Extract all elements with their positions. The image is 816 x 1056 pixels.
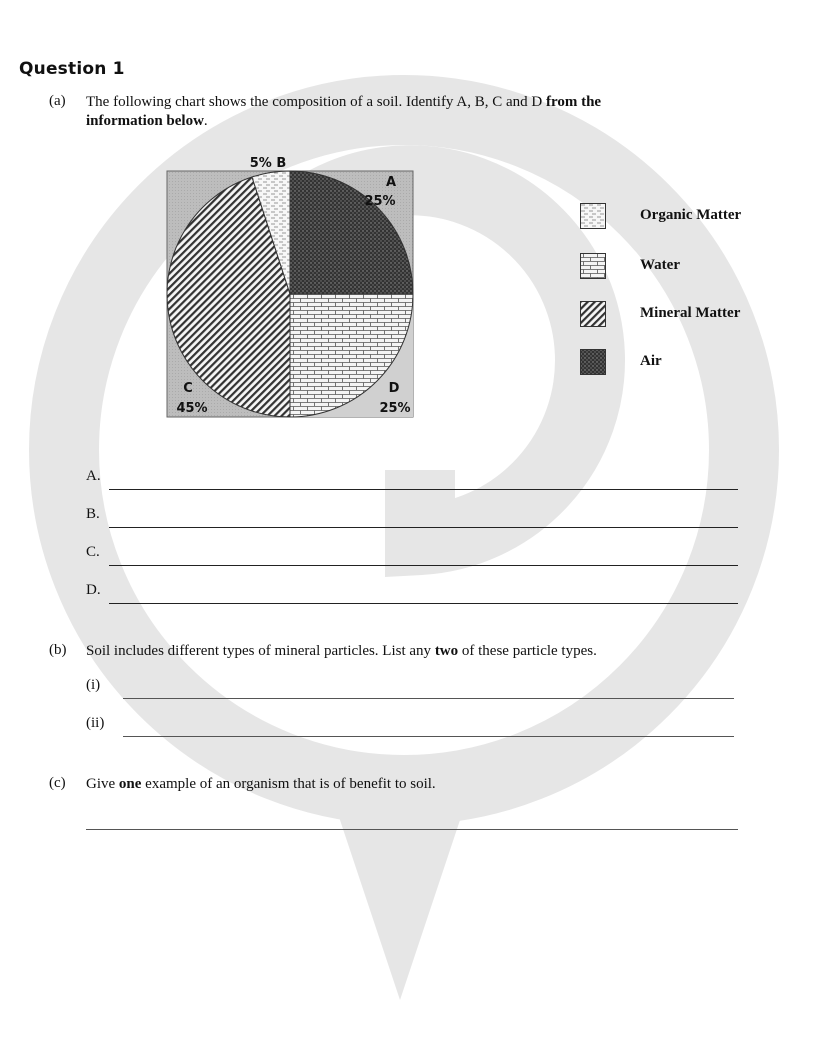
part-c-text-2: example of an organism that is of benefit to soil. <box>141 776 436 792</box>
pie-letter-d: D <box>388 381 400 396</box>
legend-item-mineral-matter <box>580 301 780 327</box>
answer-label-b-i: (i) <box>86 677 101 693</box>
pie-letter-b: B <box>276 156 287 171</box>
part-b-text-1: Soil includes different types of mineral particles. List any <box>86 643 435 659</box>
part-c-text-bold: one <box>118 776 142 792</box>
answer-line-c[interactable] <box>109 565 738 566</box>
answer-line-b-i[interactable] <box>123 698 734 699</box>
part-c-text <box>86 775 746 794</box>
pie-value-c: 45% <box>176 401 208 416</box>
legend-label-water: Water <box>640 257 680 273</box>
pie-letter-a: A <box>385 175 397 190</box>
part-a-text-2: . <box>203 113 208 129</box>
part-b-text <box>86 642 746 661</box>
legend-swatch-diagonal <box>580 301 606 327</box>
pie-value-d: 25% <box>379 401 411 416</box>
legend-item-air <box>580 349 780 375</box>
part-a-text-bold-1: from the <box>542 94 602 110</box>
answer-row-b-ii <box>86 715 734 737</box>
answer-label-c: C. <box>86 544 100 560</box>
part-c-label: (c) <box>49 775 66 791</box>
legend-item-water <box>580 253 780 279</box>
part-a-label: (a) <box>49 93 66 109</box>
part-a-text-1: The following chart shows the composition of a soil. Identify A, B, C and D <box>86 94 543 110</box>
pie-value-a: 25% <box>364 194 396 209</box>
legend-label-air: Air <box>640 353 662 369</box>
pie-value-b: 5% <box>249 156 277 171</box>
answer-row-d <box>86 582 738 604</box>
answer-label-b: B. <box>86 506 100 522</box>
answer-row-b <box>86 506 738 528</box>
answer-label-b-ii: (ii) <box>86 715 105 731</box>
legend-label-organic-matter: Organic Matter <box>640 207 742 223</box>
part-b-text-bold: two <box>434 643 459 659</box>
answer-line-c-part[interactable] <box>86 829 738 830</box>
answer-line-a[interactable] <box>109 489 738 490</box>
legend-label-mineral-matter: Mineral Matter <box>640 305 741 321</box>
answer-row-b-i <box>86 677 734 699</box>
legend-swatch-bricks <box>580 253 606 279</box>
pie-letter-c: C <box>183 381 193 396</box>
soil-composition-pie-chart <box>150 150 430 430</box>
answer-row-c <box>86 544 738 566</box>
answer-label-a: A. <box>86 468 101 484</box>
answer-label-d: D. <box>86 582 101 598</box>
question-title: Question 1 <box>19 59 125 79</box>
legend-swatch-dots-dark <box>580 349 606 375</box>
pie-label-b <box>250 156 287 171</box>
part-b-text-2: of these particle types. <box>458 643 597 659</box>
answer-row-a <box>86 468 738 490</box>
part-a-text <box>86 93 686 131</box>
part-c-text-1: Give <box>86 776 119 792</box>
part-a-text-bold-2: information below <box>86 113 204 129</box>
answer-line-b-ii[interactable] <box>123 736 734 737</box>
answer-line-b[interactable] <box>109 527 738 528</box>
part-b-label: (b) <box>49 642 67 658</box>
legend-item-organic-matter <box>580 203 780 229</box>
legend-swatch-dashes <box>580 203 606 229</box>
answer-line-d[interactable] <box>109 603 738 604</box>
